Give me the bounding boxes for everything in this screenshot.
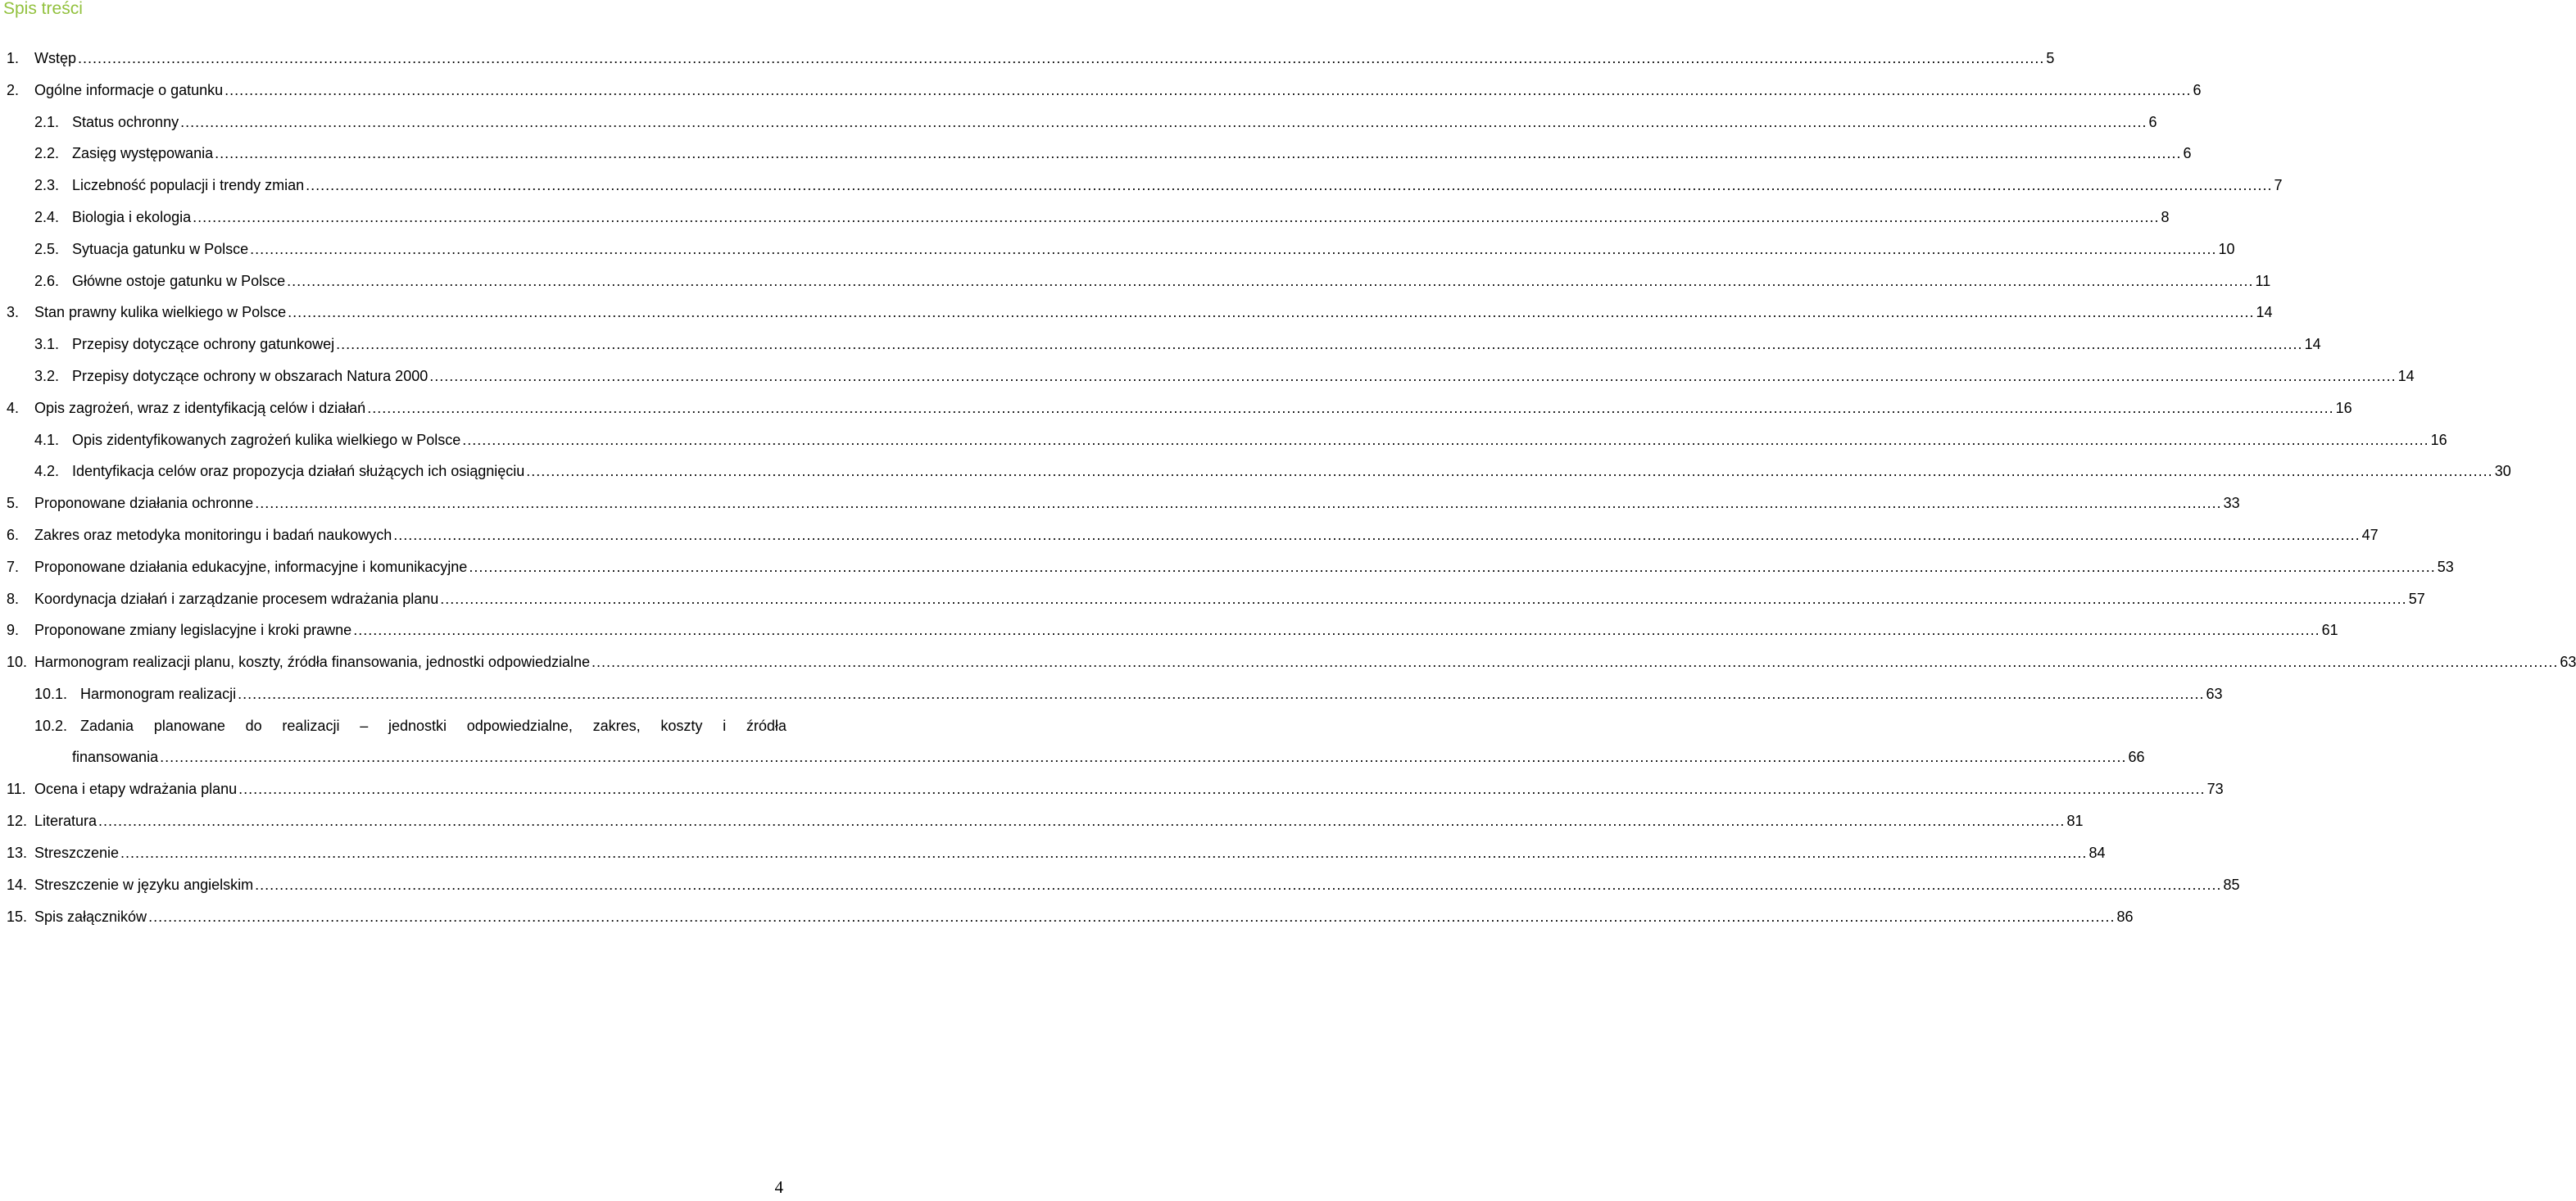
toc-leader-dots: ................................................................................................................................................................................................................................................................................................................................................................................................................ xyxy=(440,590,2407,607)
toc-entry-number: 10.1. xyxy=(34,686,68,702)
toc-entry-page: 66 xyxy=(2128,748,2145,765)
toc-entry-number: 7. xyxy=(7,558,20,575)
toc-leader-dots: ................................................................................................................................................................................................................................................................................................................................................................................................................ xyxy=(306,177,2273,194)
toc-entry-line xyxy=(72,360,2415,392)
toc-entry[interactable] xyxy=(0,265,2271,297)
toc-entry[interactable] xyxy=(0,455,2511,487)
toc-entry-text: Wstęp xyxy=(34,50,77,66)
toc-leader-dots: ................................................................................................................................................................................................................................................................................................................................................................................................................ xyxy=(120,845,2088,861)
toc-entry-text: Stan prawny kulika wielkiego w Polsce xyxy=(34,304,287,321)
toc-entry[interactable] xyxy=(0,138,2192,169)
toc-entry[interactable] xyxy=(0,646,2576,678)
toc-entry[interactable] xyxy=(0,360,2415,392)
toc-entry-text-line1 xyxy=(80,710,787,741)
toc-entry-text: Przepisy dotyczące ochrony w obszarach Natura 2000 xyxy=(72,368,429,384)
toc-entry[interactable] xyxy=(0,392,2352,424)
toc-entry-word: i xyxy=(723,717,727,734)
toc-entry-text: Opis zagrożeń, wraz z identyfikacją celów i działań xyxy=(34,399,366,416)
toc-entry-text: Proponowane działania ochronne xyxy=(34,495,254,512)
toc-leader-dots: ................................................................................................................................................................................................................................................................................................................................................................................................................ xyxy=(429,368,2397,384)
toc-entry-number: 4.2. xyxy=(34,463,60,480)
toc-entry-page: 6 xyxy=(2193,81,2202,98)
toc-entry-number: 11. xyxy=(7,781,26,798)
toc-entry-page: 16 xyxy=(2335,399,2352,416)
toc-entry-text: Spis załączników xyxy=(34,908,147,925)
toc-entry-line xyxy=(72,233,2235,265)
toc-entry-number: 2.2. xyxy=(34,145,60,162)
toc-entry-page: 14 xyxy=(2256,304,2273,321)
toc-leader-dots: ................................................................................................................................................................................................................................................................................................................................................................................................................ xyxy=(336,336,2303,353)
toc-entry-word: Zadania xyxy=(80,717,134,734)
toc-entry-line xyxy=(80,678,2223,709)
toc-leader-dots: ................................................................................................................................................................................................................................................................................................................................................................................................................ xyxy=(180,113,2147,130)
toc-leader-dots: ................................................................................................................................................................................................................................................................................................................................................................................................................ xyxy=(462,431,2429,448)
toc-entry[interactable] xyxy=(0,614,2338,646)
toc-entry-page: 85 xyxy=(2223,876,2240,893)
toc-entry-word: odpowiedzialne, xyxy=(466,717,573,734)
toc-entry-page: 73 xyxy=(2206,781,2224,798)
toc-entry[interactable] xyxy=(0,297,2273,328)
toc-entry-page: 14 xyxy=(2304,336,2321,353)
toc-entry[interactable] xyxy=(0,805,2084,836)
toc-entry-text: Główne ostoje gatunku w Polsce xyxy=(72,272,286,289)
toc-entry-number: 9. xyxy=(7,622,20,639)
toc-leader-dots: ................................................................................................................................................................................................................................................................................................................................................................................................................ xyxy=(469,558,2436,575)
toc-leader-dots: ................................................................................................................................................................................................................................................................................................................................................................................................................ xyxy=(160,748,2127,765)
toc-entry-number: 3. xyxy=(7,304,20,321)
toc-entry-text: Sytuacja gatunku w Polsce xyxy=(72,240,249,257)
toc-entry-page: 86 xyxy=(2116,908,2134,925)
toc-entry[interactable] xyxy=(0,869,2240,900)
toc-entry-line xyxy=(72,107,2157,138)
toc-leader-dots: ................................................................................................................................................................................................................................................................................................................................................................................................................ xyxy=(353,622,2320,639)
toc-entry-text: finansowania xyxy=(72,748,159,765)
toc-entry-word: jednostki xyxy=(388,717,447,734)
toc-entry-number: 2.4. xyxy=(34,209,60,225)
toc-entry-page: 63 xyxy=(2560,654,2576,671)
toc-entry-line xyxy=(72,455,2511,487)
toc-entry[interactable] xyxy=(0,424,2447,455)
toc-entry-page: 33 xyxy=(2223,495,2240,512)
toc-entry-text: Streszczenie w języku angielskim xyxy=(34,876,254,893)
toc-entry-line xyxy=(34,519,2379,551)
toc-leader-dots: ................................................................................................................................................................................................................................................................................................................................................................................................................ xyxy=(238,781,2206,798)
toc-entry-number: 1. xyxy=(7,50,20,66)
toc-entry-text: Ocena i etapy wdrażania planu xyxy=(34,781,238,798)
toc-entry-line xyxy=(34,75,2202,106)
toc-entry-page: 5 xyxy=(2046,50,2055,66)
toc-entry-line xyxy=(72,138,2192,169)
toc-entry-number: 14. xyxy=(7,876,28,893)
toc-entry-number: 4.1. xyxy=(34,431,60,448)
toc-title: Spis treści xyxy=(3,0,83,18)
toc-entry-line xyxy=(34,43,2055,74)
toc-entry-number: 2. xyxy=(7,81,20,98)
page-number: 4 xyxy=(774,1177,783,1197)
toc-entry-line xyxy=(34,392,2352,424)
toc-leader-dots: ................................................................................................................................................................................................................................................................................................................................................................................................................ xyxy=(215,145,2182,162)
toc-entry-text: Zasięg występowania xyxy=(72,145,214,162)
toc-leader-dots: ................................................................................................................................................................................................................................................................................................................................................................................................................ xyxy=(255,876,2222,893)
toc-entry-number: 5. xyxy=(7,495,20,512)
toc-leader-dots: ................................................................................................................................................................................................................................................................................................................................................................................................................ xyxy=(592,654,2559,671)
toc-entry-number: 13. xyxy=(7,845,28,861)
toc-entry-text: Liczebność populacji i trendy zmian xyxy=(72,177,305,194)
toc-entry[interactable] xyxy=(0,678,2223,709)
toc-entry-page: 57 xyxy=(2408,590,2425,607)
toc-entry-line xyxy=(72,265,2271,297)
toc-entry-text: Przepisy dotyczące ochrony gatunkowej xyxy=(72,336,335,353)
toc-entry-text: Streszczenie xyxy=(34,845,120,861)
toc-entry-line xyxy=(34,614,2338,646)
toc-entry[interactable] xyxy=(0,710,2145,774)
toc-entry-text: Ogólne informacje o gatunku xyxy=(34,81,224,98)
toc-entry-number: 6. xyxy=(7,527,20,543)
toc-entry-text: Harmonogram realizacji xyxy=(80,686,237,702)
toc-entry-number: 3.1. xyxy=(34,336,60,353)
toc-entry[interactable] xyxy=(0,487,2240,519)
toc-entry-number: 2.1. xyxy=(34,113,60,130)
toc-leader-dots: ................................................................................................................................................................................................................................................................................................................................................................................................................ xyxy=(288,304,2255,321)
toc-leader-dots: ................................................................................................................................................................................................................................................................................................................................................................................................................ xyxy=(526,463,2493,480)
toc-entry-page: 6 xyxy=(2183,145,2192,162)
toc-entry-text: Status ochronny xyxy=(72,113,179,130)
toc-entry-number: 15. xyxy=(7,908,28,925)
toc-leader-dots: ................................................................................................................................................................................................................................................................................................................................................................................................................ xyxy=(78,50,2045,66)
toc-entry-word: zakres, xyxy=(592,717,641,734)
toc-leader-dots: ................................................................................................................................................................................................................................................................................................................................................................................................................ xyxy=(193,209,2160,225)
toc-entry-page: 10 xyxy=(2218,240,2235,257)
toc-entry-line xyxy=(34,583,2425,614)
toc-entry[interactable] xyxy=(0,202,2170,233)
toc-leader-dots: ................................................................................................................................................................................................................................................................................................................................................................................................................ xyxy=(224,81,2192,98)
toc-entry-number: 3.2. xyxy=(34,368,60,384)
toc-entry-page: 14 xyxy=(2397,368,2415,384)
toc-leader-dots: ................................................................................................................................................................................................................................................................................................................................................................................................................ xyxy=(250,240,2217,257)
toc-entry-page: 11 xyxy=(2255,272,2271,289)
toc-entry-line xyxy=(72,741,2145,773)
toc-entry-word: planowane xyxy=(153,717,225,734)
toc-entry-line xyxy=(72,329,2321,360)
toc-entry-page: 6 xyxy=(2148,113,2157,130)
toc-entry-number: 2.3. xyxy=(34,177,60,194)
toc-entry[interactable] xyxy=(0,583,2425,614)
toc-entry-word: realizacji xyxy=(282,717,340,734)
toc-entry-page: 63 xyxy=(2206,686,2223,702)
toc-leader-dots: ................................................................................................................................................................................................................................................................................................................................................................................................................ xyxy=(238,686,2205,702)
toc-entry-number: 10. xyxy=(7,654,28,671)
toc-entry-number: 8. xyxy=(7,590,20,607)
toc-leader-dots: ................................................................................................................................................................................................................................................................................................................................................................................................................ xyxy=(255,495,2222,512)
toc-entry-line xyxy=(72,202,2170,233)
toc-entry-page: 30 xyxy=(2494,463,2511,480)
toc-entry-word: – xyxy=(360,717,369,734)
toc-entry-number: 12. xyxy=(7,813,28,830)
toc-leader-dots: ................................................................................................................................................................................................................................................................................................................................................................................................................ xyxy=(287,272,2254,289)
toc-entry-line xyxy=(34,901,2134,932)
toc-entry[interactable] xyxy=(0,75,2202,106)
toc-entry-number: 2.5. xyxy=(34,240,60,257)
toc-entry-line xyxy=(34,773,2224,804)
toc-entry[interactable] xyxy=(0,519,2379,551)
toc-entry-text: Zakres oraz metodyka monitoringu i badań naukowych xyxy=(34,527,392,543)
toc-entry-page: 47 xyxy=(2361,527,2379,543)
toc-entry-text: Biologia i ekologia xyxy=(72,209,192,225)
toc-entry-page: 16 xyxy=(2430,431,2447,448)
toc-entry[interactable] xyxy=(0,107,2157,138)
toc-entry[interactable] xyxy=(0,773,2224,804)
toc-entry[interactable] xyxy=(0,43,2055,74)
toc-entry-text: Proponowane działania edukacyjne, informacyjne i komunikacyjne xyxy=(34,558,468,575)
toc-entry-page: 7 xyxy=(2274,177,2283,194)
toc-entry-page: 8 xyxy=(2161,209,2170,225)
toc-entry-line xyxy=(34,551,2454,582)
toc-leader-dots: ................................................................................................................................................................................................................................................................................................................................................................................................................ xyxy=(98,813,2066,830)
toc-entry-text: Literatura xyxy=(34,813,98,830)
toc-entry-text: Proponowane zmiany legislacyjne i kroki prawne xyxy=(34,622,352,639)
toc-entry-text: Koordynacja działań i zarządzanie procesem wdrażania planu xyxy=(34,590,439,607)
toc-leader-dots: ................................................................................................................................................................................................................................................................................................................................................................................................................ xyxy=(393,527,2361,543)
toc-entry-number: 10.2. xyxy=(34,717,68,734)
toc-leader-dots: ................................................................................................................................................................................................................................................................................................................................................................................................................ xyxy=(148,908,2116,925)
toc-entry[interactable] xyxy=(0,837,2106,868)
toc-entry-page: 81 xyxy=(2066,813,2084,830)
toc-entry-line xyxy=(72,424,2447,455)
toc-entry-word: koszty xyxy=(660,717,703,734)
toc-entry-text: Opis zidentyfikowanych zagrożeń kulika wielkiego w Polsce xyxy=(72,431,461,448)
toc-entry-line xyxy=(34,297,2273,328)
toc-entry-text: Identyfikacja celów oraz propozycja działań służących ich osiągnięciu xyxy=(72,463,525,480)
toc-leader-dots: ................................................................................................................................................................................................................................................................................................................................................................................................................ xyxy=(367,399,2334,416)
toc-entry-line xyxy=(34,646,2576,678)
toc-entry[interactable] xyxy=(0,329,2321,360)
toc-entry-page: 61 xyxy=(2321,622,2338,639)
toc-entry[interactable] xyxy=(0,901,2134,932)
toc-entry-word: źródła xyxy=(746,717,787,734)
toc-entry-page: 53 xyxy=(2437,558,2454,575)
toc-entry-line xyxy=(72,170,2283,201)
toc-entry-line xyxy=(34,869,2240,900)
toc-entry[interactable] xyxy=(0,170,2283,201)
toc-entry[interactable] xyxy=(0,233,2235,265)
toc-entry-number: 4. xyxy=(7,399,20,416)
toc-entry-text: Harmonogram realizacji planu, koszty, źródła finansowania, jednostki odpowiedzialne xyxy=(34,654,591,671)
toc-entry-number: 2.6. xyxy=(34,272,60,289)
toc-entry-line xyxy=(34,805,2084,836)
toc-entry-line xyxy=(34,837,2106,868)
toc-entry-page: 84 xyxy=(2088,845,2106,861)
toc-entry[interactable] xyxy=(0,551,2454,582)
toc-entry-line xyxy=(34,487,2240,519)
toc-entry-word: do xyxy=(245,717,262,734)
